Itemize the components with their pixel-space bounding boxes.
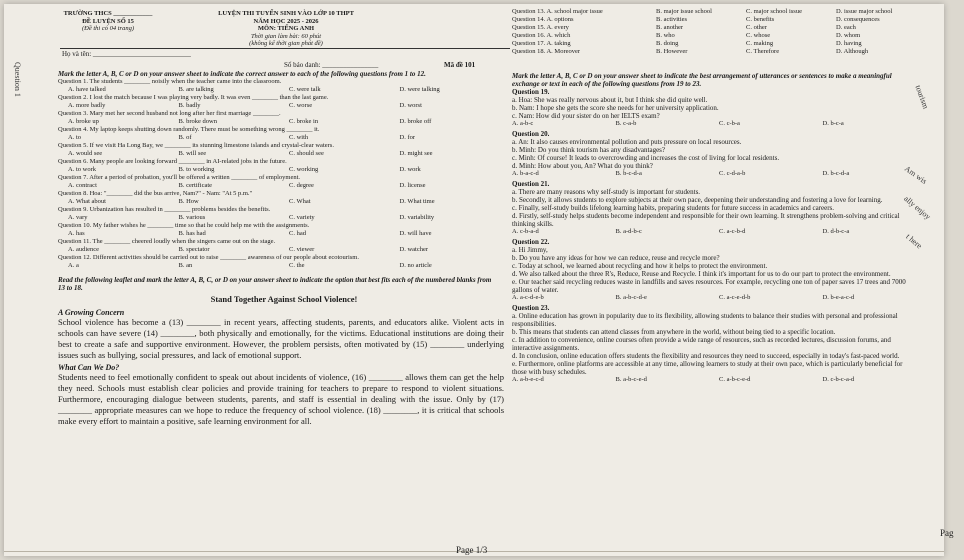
question-11: Question 11. The ________ cheered loudly when the singers came out on the stage. — [58, 238, 276, 245]
option-b: B. broke down — [178, 118, 217, 125]
q19-line: b. Nam: I hope she gets the score she needs for her university application. — [512, 104, 719, 112]
question-6-options — [58, 166, 510, 174]
option-d: D. broke off — [399, 118, 432, 125]
option-d: D. What time — [399, 198, 435, 205]
q23-line: b. This means that students can attend classes from anywhere in the world, without being tied to a specific location. — [512, 328, 836, 336]
question-18-option-a: Question 18. A. Moreover — [512, 48, 581, 55]
option-c: C. benefits — [746, 16, 775, 23]
option-b: B. a-d-b-c — [615, 228, 642, 235]
q19-label: Question 19. — [512, 88, 550, 96]
question-1: Question 1. The students ________ noisily when the teacher came into the classroom. — [58, 78, 282, 85]
q20-body — [512, 138, 926, 178]
side-note-d: ally enjoy — [902, 194, 933, 222]
q20-line: b. Minh: Do you think tourism has any disadvantages? — [512, 146, 666, 154]
option-a: A. a-b-c — [512, 120, 534, 127]
q23-line: d. In conclusion, online education offers students the flexibility and resources they need to succeed, especially in today's fast-paced world. — [512, 352, 900, 360]
option-c: C. making — [746, 40, 774, 47]
question-12: Question 12. Different activities should be carried out to raise ________ awareness of our people about ecotourism. — [58, 254, 359, 261]
option-b: B. How — [178, 198, 199, 205]
option-a: A. a-c-d-e-b — [512, 294, 544, 301]
option-a: A. to — [68, 134, 81, 141]
question-2-options — [58, 102, 510, 110]
option-c: C. What — [289, 198, 311, 205]
option-a: A. more badly — [68, 102, 106, 109]
q21-line: b. Secondly, it allows students to explore subjects at their own pace, deepening their understanding and fostering a love for learning. — [512, 196, 883, 204]
q22-line: b. Do you have any ideas for how we can reduce, reuse and recycle more? — [512, 254, 720, 262]
side-note-c: Am wis — [902, 164, 929, 186]
question-3-options — [58, 118, 510, 126]
q23-line: e. Furthermore, online platforms are accessible at any time, allowing learners to study at their own pace, which is particularly beneficial for those with busy schedules. — [512, 360, 903, 376]
option-a: A. to work — [68, 166, 96, 173]
option-d: D. d-b-c-a — [822, 228, 850, 235]
question-15-option-a: Question 15. A. every — [512, 24, 569, 31]
question-8-options — [58, 198, 510, 206]
q22-options — [512, 294, 926, 302]
question-4: Question 4. My laptop keeps shutting down randomly. There must be something wrong ________ it. — [58, 126, 320, 133]
option-b: B. major issue school — [656, 8, 712, 15]
question-15-row — [512, 24, 926, 32]
question-4-options — [58, 134, 510, 142]
option-c: C. were talk — [289, 86, 321, 93]
question-13-row — [512, 8, 926, 16]
page-number: Page 1/3 — [456, 545, 488, 555]
option-c: C. variety — [289, 214, 315, 221]
q22-line: d. We also talked about the three R's, Reduce, Reuse and Recycle. I think it's important for us to do our part to protect the environment. — [512, 270, 891, 278]
option-b: B. will see — [178, 150, 207, 157]
q22-line: a. Hi Jimmy, — [512, 246, 548, 254]
q21-line: a. There are many reasons why self-study is important for students. — [512, 188, 701, 196]
option-d: D. issue major school — [836, 8, 893, 15]
question-14-row — [512, 16, 926, 24]
q20-line: d. Minh: How about you, An? What do you think? — [512, 162, 653, 170]
question-list-1-12 — [58, 78, 510, 270]
leaflet-title: Stand Together Against School Violence! — [210, 294, 358, 304]
page-count-note: (Đề thi có 04 trang) — [82, 25, 134, 32]
question-7: Question 7. After a period of probation, you'll be offered a written ________ of employment. — [58, 174, 301, 181]
question-5: Question 5. If we visit Ha Long Bay, we ________ its stunning limestone islands and crystal-clear waters. — [58, 142, 334, 149]
option-a: A. b-a-c-d — [512, 170, 539, 177]
header-divider — [60, 48, 510, 49]
option-d: D. Although — [836, 48, 869, 55]
option-a: A. has — [68, 230, 85, 237]
question-17-row — [512, 40, 926, 48]
option-d: D. c-b-c-a-d — [822, 376, 855, 383]
question-12-options — [58, 262, 510, 270]
option-d: D. for — [399, 134, 416, 141]
instruction-3: Mark the letter A, B, C or D on your answer sheet to indicate the best arrangement of utterances or sentences to make a meaningful exchange or text in each of the following questions from 19 to 23. — [512, 72, 892, 88]
option-d: D. consequences — [836, 16, 880, 23]
q19-line: a. Hoa: She was really nervous about it, but I think she did quite well. — [512, 96, 708, 104]
option-d: D. will have — [399, 230, 432, 237]
q22-body — [512, 246, 926, 302]
option-d: D. might see — [399, 150, 433, 157]
option-a: A. would see — [68, 150, 103, 157]
right-column — [512, 8, 926, 384]
option-a: A. broke up — [68, 118, 99, 125]
option-b: B. another — [656, 24, 684, 31]
option-b: B. who — [656, 32, 675, 39]
option-d: D. were talking — [399, 86, 440, 93]
side-note-b: tourism — [913, 84, 931, 111]
question-list-13-18 — [512, 8, 926, 56]
question-7-options — [58, 182, 510, 190]
question-2: Question 2. I lost the match because I was playing very badly. It was even ________ than the last game. — [58, 94, 329, 101]
option-b: B. certificate — [178, 182, 213, 189]
option-a: A. a-b-e-c-d — [512, 376, 544, 383]
exam-sheet — [4, 4, 944, 556]
time-note: (không kể thời gian phát đề) — [249, 40, 323, 47]
school-year: NĂM HỌC 2025 - 2026 — [253, 17, 319, 25]
q23-line: a. Online education has grown in popularity due to its flexibility, allowing students to balance their studies with personal and professional responsibilities. — [512, 312, 898, 328]
q22-line: c. Today at school, we learned about recycling and how it helps to protect the environment. — [512, 262, 768, 270]
exam-title-block — [216, 10, 356, 48]
question-13-option-a: Question 13. A. school major issue — [512, 8, 603, 15]
question-14-option-a: Question 14. A. options — [512, 16, 574, 23]
option-a: A. vary — [68, 214, 88, 221]
q21-body — [512, 188, 926, 236]
option-d: D. watcher — [399, 246, 429, 253]
side-note-e: t here — [904, 232, 924, 251]
question-10-options — [58, 230, 510, 238]
option-b: B. doing — [656, 40, 679, 47]
q20-line: c. Minh: Of course! It leads to overcrowding and increases the cost of living for local residents. — [512, 154, 780, 162]
option-c: C. Therefore — [746, 48, 780, 55]
option-b: B. a-b-c-d-e — [615, 294, 647, 301]
id-field: Số báo danh: ________________ — [284, 61, 379, 69]
option-d: D. variability — [399, 214, 435, 221]
option-d: D. license — [399, 182, 426, 189]
option-d: D. work — [399, 166, 421, 173]
option-b: B. are talking — [178, 86, 214, 93]
q23-line: c. In addition to convenience, online courses often provide a wide range of resources, such as recorded lectures, discussion forums, and interactive assignments. — [512, 336, 891, 352]
q23-options — [512, 376, 926, 384]
option-c: C. c-d-a-b — [719, 170, 746, 177]
question-8: Question 8. Hoa: "________ did the bus arrive, Nam?" - Nam: "At 5 p.m." — [58, 190, 253, 197]
option-b: B. b-c-d-a — [615, 170, 642, 177]
question-6: Question 6. Many people are looking forward ________ in AI-related jobs in the future. — [58, 158, 287, 165]
option-c: C. the — [289, 262, 305, 269]
question-18-row — [512, 48, 926, 56]
q21-label: Question 21. — [512, 180, 550, 188]
option-c: C. had — [289, 230, 306, 237]
q21-line: d. Firstly, self-study helps students become independent and responsible for their own learning. It strengthens problem-solving and critical thinking skills. — [512, 212, 900, 228]
option-d: D. worst — [399, 102, 422, 109]
option-c: C. a-c-b-d — [719, 228, 746, 235]
option-d: D. b-e-a-c-d — [822, 294, 855, 301]
option-b: B. a-b-c-e-d — [615, 376, 647, 383]
q20-label: Question 20. — [512, 130, 550, 138]
q19-line: c. Nam: How did your sister do on her IELTS exam? — [512, 112, 660, 120]
exam-code: ĐỀ LUYỆN SỐ 15 — [82, 17, 134, 25]
question-5-options — [58, 150, 510, 158]
instruction-2: Read the following leaflet and mark the letter A, B, C, or D on your answer sheet to indicate the option that best fits each of the numbered blanks from 13 to 18. — [58, 276, 492, 292]
option-a: A. audience — [68, 246, 100, 253]
exam-code-box: Mã đề 101 — [444, 61, 476, 69]
question-9: Question 9. Urbanization has resulted in ________ problems besides the benefits. — [58, 206, 271, 213]
q22-label: Question 22. — [512, 238, 550, 246]
option-c: C. c-b-a — [719, 120, 740, 127]
q20-options — [512, 170, 926, 178]
q19-body — [512, 96, 926, 128]
leaflet-paragraph-1: School violence has become a (13) ________ in recent years, affecting students, parents, and educators alike. Violent acts in schools can have severe (14) ________, both physically and emotionally, for the victims. Educational institutions are doing their best to create a safe and supportive environment. However, the problem persists, often motivated by (15) ________ underlying issues such as bullying, social pressures, and lack of emotional support. — [58, 317, 504, 360]
option-b: B. has had — [178, 230, 206, 237]
q20-line: a. An: It also causes environmental pollution and puts pressure on local resources. — [512, 138, 742, 146]
option-a: A. a — [68, 262, 79, 269]
option-b: B. spectator — [178, 246, 210, 253]
school-name: TRƯỜNG THCS ____________ — [63, 10, 153, 17]
question-3: Question 3. Mary met her second husband not long after her first marriage ________. — [58, 110, 281, 117]
option-b: B. c-a-b — [615, 120, 637, 127]
time-limit: Thời gian làm bài: 60 phút — [250, 32, 322, 40]
option-d: D. whom — [836, 32, 861, 39]
option-c: C. a-c-e-d-b — [719, 294, 751, 301]
option-c: C. whose — [746, 32, 771, 39]
option-c: C. viewer — [289, 246, 315, 253]
option-b: B. badly — [178, 102, 201, 109]
question-17-option-a: Question 17. A. taking — [512, 40, 571, 47]
side-note-a: Question 1 — [13, 62, 22, 97]
question-10: Question 10. My father wishes he ________ time so that he could help me with the assignments. — [58, 222, 310, 229]
q23-label: Question 23. — [512, 304, 550, 312]
leaflet-paragraph-2: Students need to feel emotionally confident to speak out about incidents of violence, (16) ________ allows them can get the help they need. Schools must establish clear policies and provide training for teachers to prepare to respond to violent situations. Furthermore, encouraging dialogue between students, parents, and staff is essential in dealing with the issue. Only by (17) ________ appropriate measures can we hope to reduce the frequency of school violence. (18) ________, it is critical that schools make every effort to maintain a positive, safe learning environment for all. — [58, 372, 504, 426]
option-c: C. other — [746, 24, 767, 31]
option-c: C. should see — [289, 150, 324, 157]
left-column — [58, 70, 510, 427]
option-d: D. having — [836, 40, 862, 47]
next-page-number: Pag — [940, 528, 954, 538]
option-d: D. no article — [399, 262, 432, 269]
name-field: Họ và tên: ____________________________ — [62, 50, 191, 58]
question-11-options — [58, 246, 510, 254]
option-b: B. However — [656, 48, 688, 55]
option-c: C. a-b-c-e-d — [719, 376, 751, 383]
option-c: C. worse — [289, 102, 313, 109]
option-a: A. c-b-a-d — [512, 228, 539, 235]
subject: MÔN: TIẾNG ANH — [257, 25, 315, 32]
option-b: B. an — [178, 262, 193, 269]
leaflet-subtitle-2: What Can We Do? — [58, 363, 120, 372]
option-c: C. with — [289, 134, 309, 141]
option-d: D. b-c-a — [822, 120, 844, 127]
option-d: D. b-c-d-a — [822, 170, 850, 177]
option-c: C. degree — [289, 182, 314, 189]
option-c: C. working — [289, 166, 319, 173]
question-16-row — [512, 32, 926, 40]
exam-title: LUYỆN THI TUYỂN SINH VÀO LỚP 10 THPT — [218, 10, 354, 17]
school-header — [60, 10, 156, 33]
option-b: B. various — [178, 214, 206, 221]
instruction-1: Mark the letter A, B, C or D on your answer sheet to indicate the correct answer to each of the following questions from 1 to 12. — [58, 70, 426, 78]
q21-line: c. Finally, self-study builds lifelong learning habits, preparing students for future success in academics and careers. — [512, 204, 835, 212]
option-d: D. each — [836, 24, 856, 31]
question-1-options — [58, 86, 510, 94]
leaflet-subtitle-1: A Growing Concern — [58, 308, 125, 317]
question-9-options — [58, 214, 510, 222]
option-a: A. contract — [68, 182, 97, 189]
q22-line: e. Our teacher said recycling reduces waste in landfills and saves resources. For example, recycling one ton of paper saves 17 trees and 7000 gallons of water. — [512, 278, 906, 294]
option-c: C. major school issue — [746, 8, 802, 15]
option-a: A. What about — [68, 198, 106, 205]
option-a: A. have talked — [68, 86, 106, 93]
q19-options — [512, 120, 926, 128]
option-b: B. activities — [656, 16, 688, 23]
q23-body — [512, 312, 926, 384]
q21-options — [512, 228, 926, 236]
option-c: C. broke in — [289, 118, 319, 125]
question-16-option-a: Question 16. A. which — [512, 32, 571, 39]
option-b: B. of — [178, 134, 192, 141]
option-b: B. to working — [178, 166, 215, 173]
